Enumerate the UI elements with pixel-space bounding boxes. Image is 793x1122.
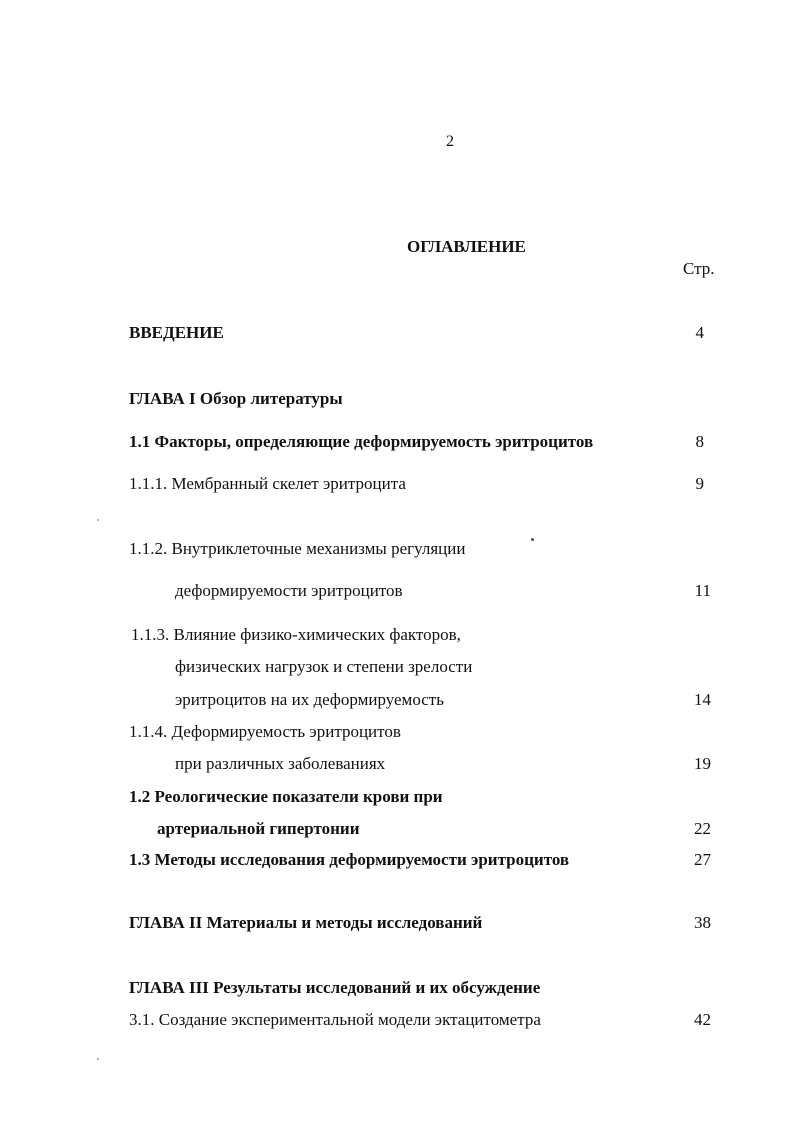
scan-speck bbox=[97, 519, 99, 521]
toc-entry-chapter-2-page: 38 bbox=[694, 913, 711, 932]
toc-entry-chapter-3: ГЛАВА III Результаты исследований и их обсуждение bbox=[129, 978, 541, 997]
toc-entry-intro-page: 4 bbox=[695, 323, 704, 342]
toc-entry-chapter-1: ГЛАВА I Обзор литературы bbox=[129, 389, 343, 408]
toc-entry-1-1-3-line2: физических нагрузок и степени зрелости bbox=[175, 657, 473, 676]
toc-entry-1-1-3-page: 14 bbox=[694, 690, 711, 709]
toc-entry-1-1: 1.1 Факторы, определяющие деформируемость эритроцитов bbox=[129, 432, 594, 451]
page-column-header: Стр. bbox=[683, 259, 715, 278]
page-number: 2 bbox=[446, 133, 454, 150]
toc-entry-1-1-page: 8 bbox=[695, 432, 704, 451]
toc-entry-3-1-page: 42 bbox=[694, 1010, 711, 1029]
toc-title: ОГЛАВЛЕНИЕ bbox=[407, 237, 526, 256]
toc-entry-chapter-2: ГЛАВА II Материалы и методы исследований bbox=[129, 913, 483, 932]
toc-entry-1-1-4-line1: 1.1.4. Деформируемость эритроцитов bbox=[129, 722, 401, 741]
toc-entry-1-1-1: 1.1.1. Мембранный скелет эритроцита bbox=[129, 474, 406, 493]
toc-entry-1-1-3-line3: эритроцитов на их деформируемость bbox=[175, 690, 444, 709]
toc-entry-1-2-page: 22 bbox=[694, 819, 711, 838]
toc-entry-1-2-line2: артериальной гипертонии bbox=[157, 819, 360, 838]
toc-entry-1-1-3-line1: 1.1.3. Влияние физико-химических факторов, bbox=[131, 625, 461, 644]
toc-entry-1-3: 1.3 Методы исследования деформируемости эритроцитов bbox=[129, 850, 570, 869]
toc-entry-1-1-4-line2: при различных заболеваниях bbox=[175, 754, 386, 773]
toc-entry-intro: ВВЕДЕНИЕ bbox=[129, 323, 224, 342]
scan-speck bbox=[97, 1058, 99, 1060]
toc-entry-1-1-2-page: 11 bbox=[694, 581, 711, 600]
toc-entry-3-1: 3.1. Создание экспериментальной модели эктацитометра bbox=[129, 1010, 541, 1029]
toc-entry-1-3-page: 27 bbox=[694, 850, 711, 869]
toc-entry-1-1-2-line2: деформируемости эритроцитов bbox=[175, 581, 403, 600]
scan-speck bbox=[531, 538, 534, 541]
toc-entry-1-1-1-page: 9 bbox=[695, 474, 704, 493]
toc-entry-1-1-4-page: 19 bbox=[694, 754, 711, 773]
toc-entry-1-2-line1: 1.2 Реологические показатели крови при bbox=[129, 787, 443, 806]
toc-entry-1-1-2-line1: 1.1.2. Внутриклеточные механизмы регуляции bbox=[129, 539, 466, 558]
